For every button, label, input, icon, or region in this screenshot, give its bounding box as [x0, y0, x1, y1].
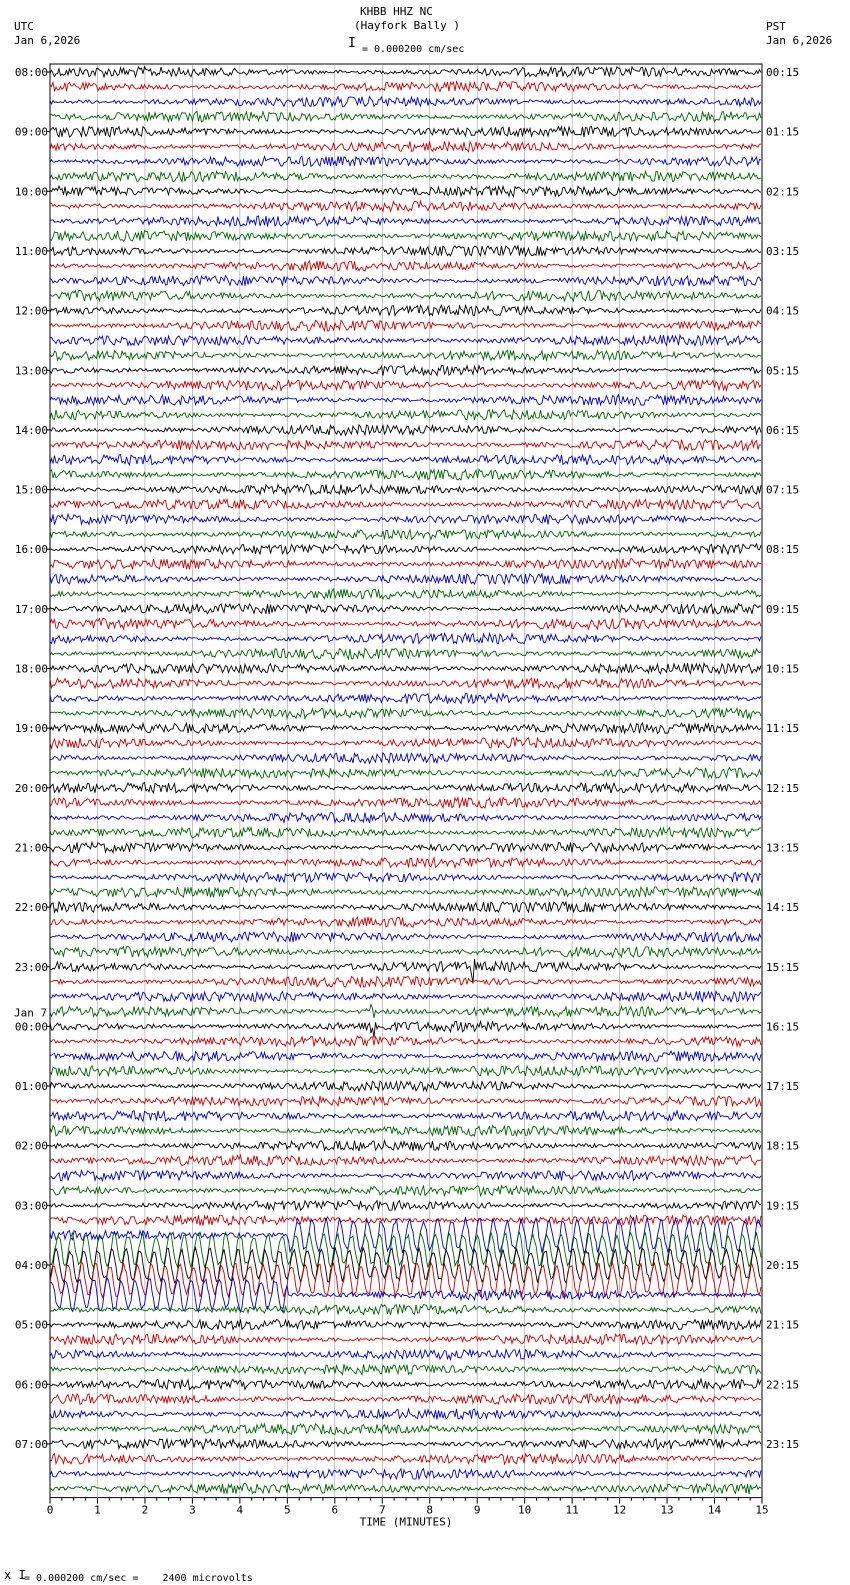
pst-hour-label: 11:15	[766, 722, 800, 736]
pst-hour-label: 02:15	[766, 185, 800, 199]
utc-hour-label: 03:00	[14, 1199, 48, 1213]
seismic-trace	[50, 827, 761, 838]
date-change-label: Jan 7	[14, 1006, 48, 1020]
utc-hour-label: 12:00	[14, 304, 48, 318]
seismic-trace	[50, 201, 761, 211]
right-time-zone: PST	[766, 20, 786, 33]
header-scale-text: = 0.000200 cm/sec	[362, 44, 465, 55]
pst-hour-label: 12:15	[766, 781, 800, 795]
x-tick-label: 15	[755, 1503, 769, 1517]
seismic-trace	[50, 977, 761, 988]
seismic-trace	[50, 991, 761, 1002]
utc-hour-label: 19:00	[14, 722, 48, 736]
seismic-trace	[50, 1186, 761, 1196]
x-tick-label: 12	[612, 1503, 627, 1517]
utc-hour-label: 06:00	[14, 1378, 48, 1392]
seismic-trace	[50, 1364, 761, 1375]
seismic-trace	[50, 887, 761, 898]
seismic-trace	[50, 1096, 761, 1106]
seismic-trace	[50, 1215, 761, 1226]
seismic-trace	[50, 1066, 761, 1076]
x-tick-label: 3	[189, 1503, 196, 1517]
seismic-trace	[50, 380, 761, 390]
station-location: (Hayfork Bally )	[354, 19, 460, 32]
seismic-trace	[50, 1200, 761, 1210]
seismic-trace	[50, 350, 761, 360]
pst-hour-label: 05:15	[766, 364, 800, 378]
footer-scale-text: = 0.000200 cm/sec = 2400 microvolts	[24, 1573, 253, 1584]
seismic-trace	[50, 1424, 761, 1434]
seismic-trace	[50, 738, 761, 749]
seismic-trace	[50, 454, 761, 465]
seismic-trace	[50, 1021, 761, 1037]
pst-hour-label: 16:15	[766, 1020, 800, 1034]
pst-hour-label: 17:15	[766, 1080, 800, 1094]
seismic-trace	[50, 872, 761, 882]
utc-hour-label: 16:00	[14, 543, 48, 557]
x-tick-label: 13	[660, 1503, 674, 1517]
seismic-trace	[50, 440, 761, 451]
seismic-trace	[50, 1155, 761, 1166]
x-tick-label: 4	[236, 1503, 244, 1517]
pst-hour-label: 18:15	[766, 1139, 800, 1153]
x-axis-label: TIME (MINUTES)	[359, 1515, 453, 1529]
seismic-trace	[50, 246, 761, 256]
seismic-trace	[50, 544, 761, 555]
seismic-trace	[50, 768, 761, 778]
scale-bar-icon: I	[348, 36, 356, 51]
footer-scale-icon: x I	[4, 1568, 26, 1582]
seismic-trace	[50, 1304, 761, 1314]
seismic-trace	[50, 619, 761, 630]
seismic-trace	[50, 1394, 761, 1405]
seismic-trace	[50, 932, 761, 942]
pst-hour-label: 09:15	[766, 602, 800, 616]
left-time-zone: UTC	[14, 20, 34, 33]
utc-hour-label: 11:00	[14, 244, 48, 258]
seismic-trace	[50, 1004, 761, 1018]
seismic-trace	[50, 1409, 761, 1419]
pst-hour-label: 07:15	[766, 483, 800, 497]
seismic-trace	[50, 723, 761, 733]
seismic-trace	[50, 1141, 761, 1152]
seismic-trace	[50, 261, 761, 271]
seismic-trace	[50, 320, 761, 331]
utc-hour-label: 10:00	[14, 185, 48, 199]
x-tick-label: 5	[284, 1503, 291, 1517]
seismic-trace	[50, 858, 761, 868]
seismic-trace	[50, 604, 761, 614]
x-tick-label: 10	[518, 1503, 532, 1517]
pst-hour-label: 22:15	[766, 1378, 800, 1392]
left-date: Jan 6,2026	[14, 34, 81, 47]
pst-hour-label: 21:15	[766, 1318, 800, 1332]
seismic-trace	[50, 708, 761, 718]
pst-hour-label: 14:15	[766, 901, 800, 915]
seismic-trace	[50, 469, 761, 480]
x-tick-label: 0	[46, 1503, 54, 1517]
x-tick-label: 6	[331, 1503, 339, 1517]
utc-hour-label: 02:00	[14, 1139, 48, 1153]
seismic-trace	[50, 589, 761, 599]
utc-hour-label: 20:00	[14, 781, 48, 795]
seismic-trace	[50, 366, 761, 376]
seismic-trace	[50, 514, 761, 524]
seismic-trace	[50, 216, 761, 227]
seismic-trace	[50, 276, 761, 286]
utc-hour-label: 00:00	[14, 1020, 48, 1034]
utc-hour-label: 01:00	[14, 1080, 48, 1094]
seismic-trace	[50, 678, 761, 688]
seismic-trace	[50, 753, 761, 763]
seismic-trace	[50, 694, 761, 704]
seismic-trace	[50, 335, 761, 345]
utc-hour-label: 09:00	[14, 125, 48, 139]
pst-hour-label: 23:15	[766, 1437, 800, 1451]
seismic-trace	[50, 648, 761, 659]
seismic-trace	[50, 1469, 761, 1480]
seismic-trace	[50, 1262, 761, 1297]
utc-hour-label: 21:00	[14, 841, 48, 855]
seismic-trace	[50, 1350, 761, 1360]
seismic-trace	[50, 305, 761, 315]
seismic-trace	[50, 67, 761, 77]
seismic-trace	[50, 783, 761, 794]
seismic-trace	[50, 499, 761, 510]
seismic-trace	[50, 156, 761, 166]
seismic-trace	[50, 663, 761, 674]
seismic-trace	[50, 633, 761, 643]
utc-hour-label: 22:00	[14, 901, 48, 915]
seismic-trace	[50, 812, 761, 823]
pst-hour-label: 19:15	[766, 1199, 800, 1213]
pst-hour-label: 20:15	[766, 1259, 800, 1272]
pst-hour-label: 04:15	[766, 304, 800, 318]
x-tick-label: 11	[565, 1503, 579, 1517]
seismic-trace	[50, 1111, 761, 1122]
pst-hour-label: 13:15	[766, 841, 800, 855]
seismic-trace	[50, 171, 761, 181]
seismic-trace	[50, 902, 761, 912]
utc-hour-label: 05:00	[14, 1318, 48, 1332]
seismic-trace	[50, 1334, 761, 1344]
seismic-trace	[50, 1278, 761, 1312]
utc-hour-label: 13:00	[14, 364, 48, 378]
seismic-trace	[50, 1125, 761, 1136]
utc-hour-label: 15:00	[14, 483, 48, 497]
seismic-trace	[50, 111, 761, 122]
seismic-trace	[50, 425, 761, 435]
pst-hour-label: 03:15	[766, 244, 800, 258]
seismic-trace	[50, 947, 761, 958]
seismic-trace	[50, 1217, 761, 1253]
pst-hour-label: 00:15	[766, 66, 800, 79]
seismic-trace	[50, 410, 761, 420]
seismic-trace	[50, 530, 761, 540]
utc-hour-label: 23:00	[14, 960, 48, 974]
seismic-trace	[50, 82, 761, 92]
pst-hour-label: 01:15	[766, 125, 800, 139]
seismic-trace	[50, 1036, 761, 1046]
seismic-trace	[50, 574, 761, 584]
seismic-trace	[50, 291, 761, 302]
x-tick-label: 9	[473, 1503, 481, 1517]
seismic-trace	[50, 917, 761, 927]
x-tick-label: 2	[141, 1503, 149, 1517]
x-tick-label: 8	[426, 1503, 434, 1517]
seismic-trace	[50, 559, 761, 570]
pst-hour-label: 06:15	[766, 423, 800, 437]
utc-hour-label: 14:00	[14, 423, 48, 437]
seismic-trace	[50, 842, 761, 852]
utc-hour-label: 17:00	[14, 602, 48, 616]
seismic-trace	[50, 797, 761, 808]
station-title: KHBB HHZ NC	[360, 5, 433, 18]
seismic-trace	[50, 1320, 761, 1330]
pst-hour-label: 10:15	[766, 662, 800, 676]
x-tick-label: 7	[378, 1503, 386, 1517]
utc-hour-label: 18:00	[14, 662, 48, 676]
seismic-trace	[50, 1454, 761, 1464]
seismic-trace	[50, 1081, 761, 1091]
seismic-trace	[50, 1439, 761, 1450]
utc-hour-label: 04:00	[14, 1259, 48, 1272]
seismic-trace	[50, 1484, 761, 1495]
seismic-trace	[50, 127, 761, 138]
seismic-trace	[50, 395, 761, 405]
seismic-trace	[50, 231, 761, 242]
utc-hour-label: 07:00	[14, 1437, 48, 1451]
right-date: Jan 6,2026	[766, 34, 833, 47]
x-tick-label: 1	[94, 1503, 101, 1517]
seismic-trace	[50, 1170, 761, 1180]
seismic-trace	[50, 1051, 761, 1061]
utc-hour-label: 08:00	[14, 66, 48, 79]
seismic-trace	[50, 186, 761, 197]
seismic-trace	[50, 484, 761, 495]
seismic-trace	[50, 97, 761, 107]
pst-hour-label: 08:15	[766, 543, 800, 557]
seismic-trace	[50, 1379, 761, 1390]
x-tick-label: 14	[707, 1503, 722, 1517]
seismic-trace	[50, 141, 761, 151]
pst-hour-label: 15:15	[766, 960, 800, 974]
